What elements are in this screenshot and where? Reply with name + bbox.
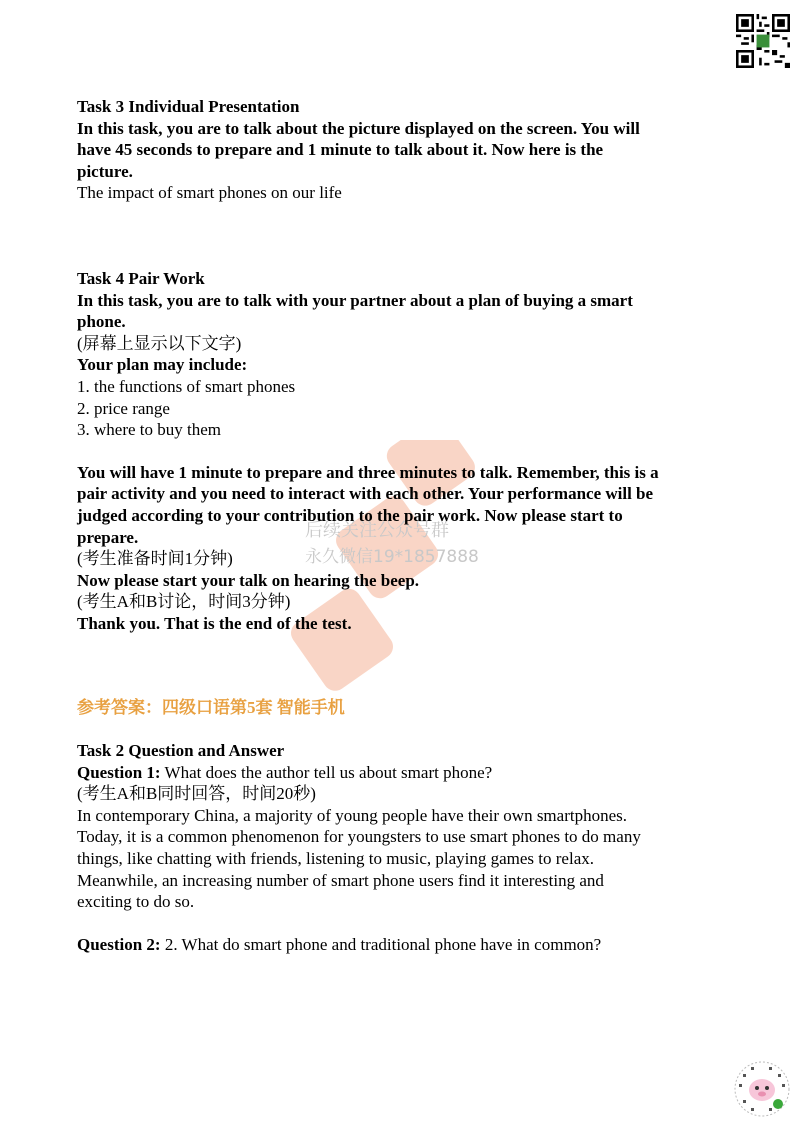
- mascot-badge-icon: [733, 1060, 791, 1118]
- task2-title: Task 2 Question and Answer: [77, 741, 285, 761]
- task4-instruction-line: In this task, you are to talk with your partner about a plan of buying a smart: [77, 290, 633, 310]
- task4-title: Task 4 Pair Work: [77, 268, 205, 288]
- qr-code-icon: [736, 14, 790, 68]
- task3-instruction-line: In this task, you are to talk about the picture displayed on the screen. You will: [77, 118, 640, 138]
- question-2: [77, 934, 737, 956]
- task4-plan-heading: Your plan may include:: [77, 355, 248, 375]
- task4-discussion-note: (考生A和B讨论，时间3分钟): [77, 592, 291, 612]
- task4-screen-note: (屏幕上显示以下文字): [77, 333, 242, 353]
- task3-instruction-line: picture.: [77, 161, 133, 181]
- answer-1-line: things, like chatting with friends, listening to music, playing games to relax.: [77, 849, 594, 869]
- task4-instruction-line: phone.: [77, 312, 126, 332]
- question-2-label: Question 2:: [77, 934, 161, 954]
- document-body: [77, 96, 737, 955]
- task4-prepare-line: pair activity and you need to interact with each other. Your performance will be: [77, 484, 654, 504]
- question-2-text: 2. What do smart phone and traditional phone have in common?: [160, 934, 602, 954]
- task3-topic: The impact of smart phones on our life: [77, 183, 342, 203]
- watermark-line-2: 永久微信19*1857888: [305, 547, 479, 567]
- answer-heading: 参考答案：四级口语第5套 智能手机: [77, 698, 345, 718]
- plan-item: 2. price range: [77, 398, 170, 418]
- question-1: [77, 762, 737, 784]
- watermark-line-1: 后续关注公众号群: [305, 520, 449, 541]
- task3-title: Task 3 Individual Presentation: [77, 97, 300, 116]
- task3-instruction-line: have 45 seconds to prepare and 1 minute to talk about it. Now here is the: [77, 140, 604, 160]
- question-1-label: Question 1:: [77, 762, 161, 782]
- question-1-text: What does the author tell us about smart phone?: [160, 762, 493, 782]
- task4-start-instruction: Now please start your talk on hearing the beep.: [77, 570, 420, 590]
- answer-1-line: In contemporary China, a majority of young people have their own smartphones.: [77, 805, 627, 825]
- plan-item: 3. where to buy them: [77, 420, 221, 440]
- plan-item: 1. the functions of smart phones: [77, 376, 296, 396]
- question-1-note: (考生A和B同时回答，时间20秒): [77, 784, 316, 804]
- answer-1-line: Today, it is a common phenomenon for youngsters to use smart phones to do many: [77, 827, 641, 847]
- task4-closing: Thank you. That is the end of the test.: [77, 613, 352, 633]
- task4-prepare-line: prepare.: [77, 527, 139, 547]
- answer-1-line: Meanwhile, an increasing number of smart phone users find it interesting and: [77, 870, 604, 890]
- task4-prep-time-note: (考生准备时间1分钟): [77, 549, 233, 569]
- task4-prepare-line: You will have 1 minute to prepare and three minutes to talk. Remember, this is a: [77, 462, 659, 482]
- task4-prepare-line: judged according to your contribution to the pair work. Now please start to: [77, 505, 623, 525]
- answer-1-line: exciting to do so.: [77, 892, 195, 912]
